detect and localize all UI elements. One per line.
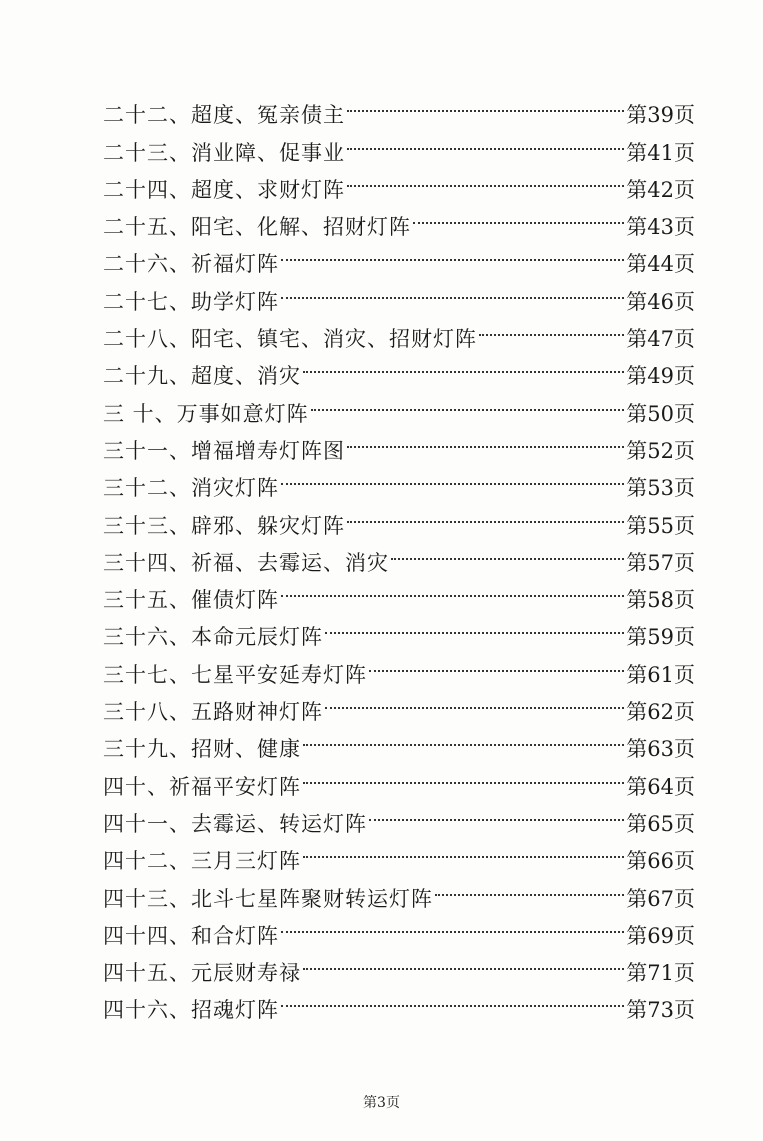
dot-leader xyxy=(347,421,624,458)
table-of-contents xyxy=(103,85,695,1023)
toc-entry-title: 三十七、七星平安延寿灯阵 xyxy=(103,662,367,687)
toc-entry-page: 第66页 xyxy=(626,849,695,874)
dot-leader xyxy=(347,160,624,197)
toc-entry-title: 二十四、超度、求财灯阵 xyxy=(103,177,345,202)
dot-leader xyxy=(325,607,624,644)
dot-leader xyxy=(303,831,624,868)
toc-entry-page: 第65页 xyxy=(626,811,695,836)
dot-leader xyxy=(369,644,624,681)
toc-entry-page: 第57页 xyxy=(626,550,695,575)
toc-entry-page: 第73页 xyxy=(626,998,695,1023)
toc-entry-title: 二十九、超度、消灾 xyxy=(103,364,301,389)
toc-entry-title: 二十七、助学灯阵 xyxy=(103,289,279,314)
dot-leader xyxy=(281,271,624,308)
toc-entry-page: 第69页 xyxy=(626,923,695,948)
dot-leader xyxy=(369,794,624,831)
dot-leader xyxy=(303,943,624,980)
dot-leader xyxy=(347,85,624,122)
toc-entry-page: 第41页 xyxy=(626,140,695,165)
toc-entry-title: 三十四、祈福、去霉运、消灾 xyxy=(103,550,389,575)
toc-entry-title: 四十、祈福平安灯阵 xyxy=(103,774,301,799)
toc-entry-page: 第61页 xyxy=(626,662,695,687)
page-number: 第3页 xyxy=(363,1095,400,1111)
toc-entry-page: 第59页 xyxy=(626,625,695,650)
toc-entry-title: 三十二、消灾灯阵 xyxy=(103,476,279,501)
toc-entry-title: 三十九、招财、健康 xyxy=(103,737,301,762)
dot-leader xyxy=(303,756,624,793)
dot-leader xyxy=(281,458,624,495)
toc-entry-title: 三十八、五路财神灯阵 xyxy=(103,700,323,725)
toc-entry-page: 第71页 xyxy=(626,961,695,986)
toc-entry-page: 第62页 xyxy=(626,700,695,725)
toc-entry-page: 第52页 xyxy=(626,438,695,463)
toc-entry-title: 四十三、北斗七星阵聚财转运灯阵 xyxy=(103,886,433,911)
toc-entry-title: 四十六、招魂灯阵 xyxy=(103,998,279,1023)
dot-leader xyxy=(281,570,624,607)
toc-entry-page: 第64页 xyxy=(626,774,695,799)
toc-entry-page: 第53页 xyxy=(626,476,695,501)
toc-entry-title: 三十六、本命元辰灯阵 xyxy=(103,625,323,650)
toc-entry-title: 四十二、三月三灯阵 xyxy=(103,849,301,874)
toc-entry-page: 第39页 xyxy=(626,103,695,128)
dot-leader xyxy=(311,383,625,420)
dot-leader xyxy=(391,533,624,570)
toc-entry-page: 第47页 xyxy=(626,327,695,352)
dot-leader xyxy=(281,906,624,943)
toc-entry-page: 第63页 xyxy=(626,737,695,762)
toc-entry-page: 第58页 xyxy=(626,588,695,613)
toc-entry-title: 三十一、增福增寿灯阵图 xyxy=(103,438,345,463)
toc-entry-title: 二十二、超度、冤亲债主 xyxy=(103,103,345,128)
toc-entry-title: 二十三、消业障、促事业 xyxy=(103,140,345,165)
toc-entry-title: 二十五、阳宅、化解、招财灯阵 xyxy=(103,215,411,240)
dot-leader xyxy=(303,719,624,756)
toc-entry-title: 三十五、催债灯阵 xyxy=(103,588,279,613)
toc-entry-title: 三十三、辟邪、躲灾灯阵 xyxy=(103,513,345,538)
toc-entry-title: 四十一、去霉运、转运灯阵 xyxy=(103,811,367,836)
toc-entry-page: 第43页 xyxy=(626,215,695,240)
toc-entry-page: 第55页 xyxy=(626,513,695,538)
toc-entry-page: 第67页 xyxy=(626,886,695,911)
dot-leader xyxy=(479,309,624,346)
toc-entry-page: 第49页 xyxy=(626,364,695,389)
dot-leader xyxy=(435,868,624,905)
dot-leader xyxy=(303,346,624,383)
dot-leader xyxy=(413,197,624,234)
toc-entry-page: 第44页 xyxy=(626,252,695,277)
toc-entry-title: 二十六、祈福灯阵 xyxy=(103,252,279,277)
toc-entry-page: 第46页 xyxy=(626,289,695,314)
toc-entry-page: 第50页 xyxy=(626,401,695,426)
toc-entry-title: 二十八、阳宅、镇宅、消灾、招财灯阵 xyxy=(103,327,477,352)
toc-entry xyxy=(103,85,695,128)
toc-entry-title: 四十四、和合灯阵 xyxy=(103,923,279,948)
dot-leader xyxy=(281,234,624,271)
dot-leader xyxy=(281,980,624,1017)
dot-leader xyxy=(325,682,624,719)
toc-entry-page: 第42页 xyxy=(626,177,695,202)
dot-leader xyxy=(347,495,624,532)
toc-entry-title: 三 十、万事如意灯阵 xyxy=(103,401,309,426)
dot-leader xyxy=(347,122,624,159)
toc-entry-title: 四十五、元辰财寿禄 xyxy=(103,961,301,986)
